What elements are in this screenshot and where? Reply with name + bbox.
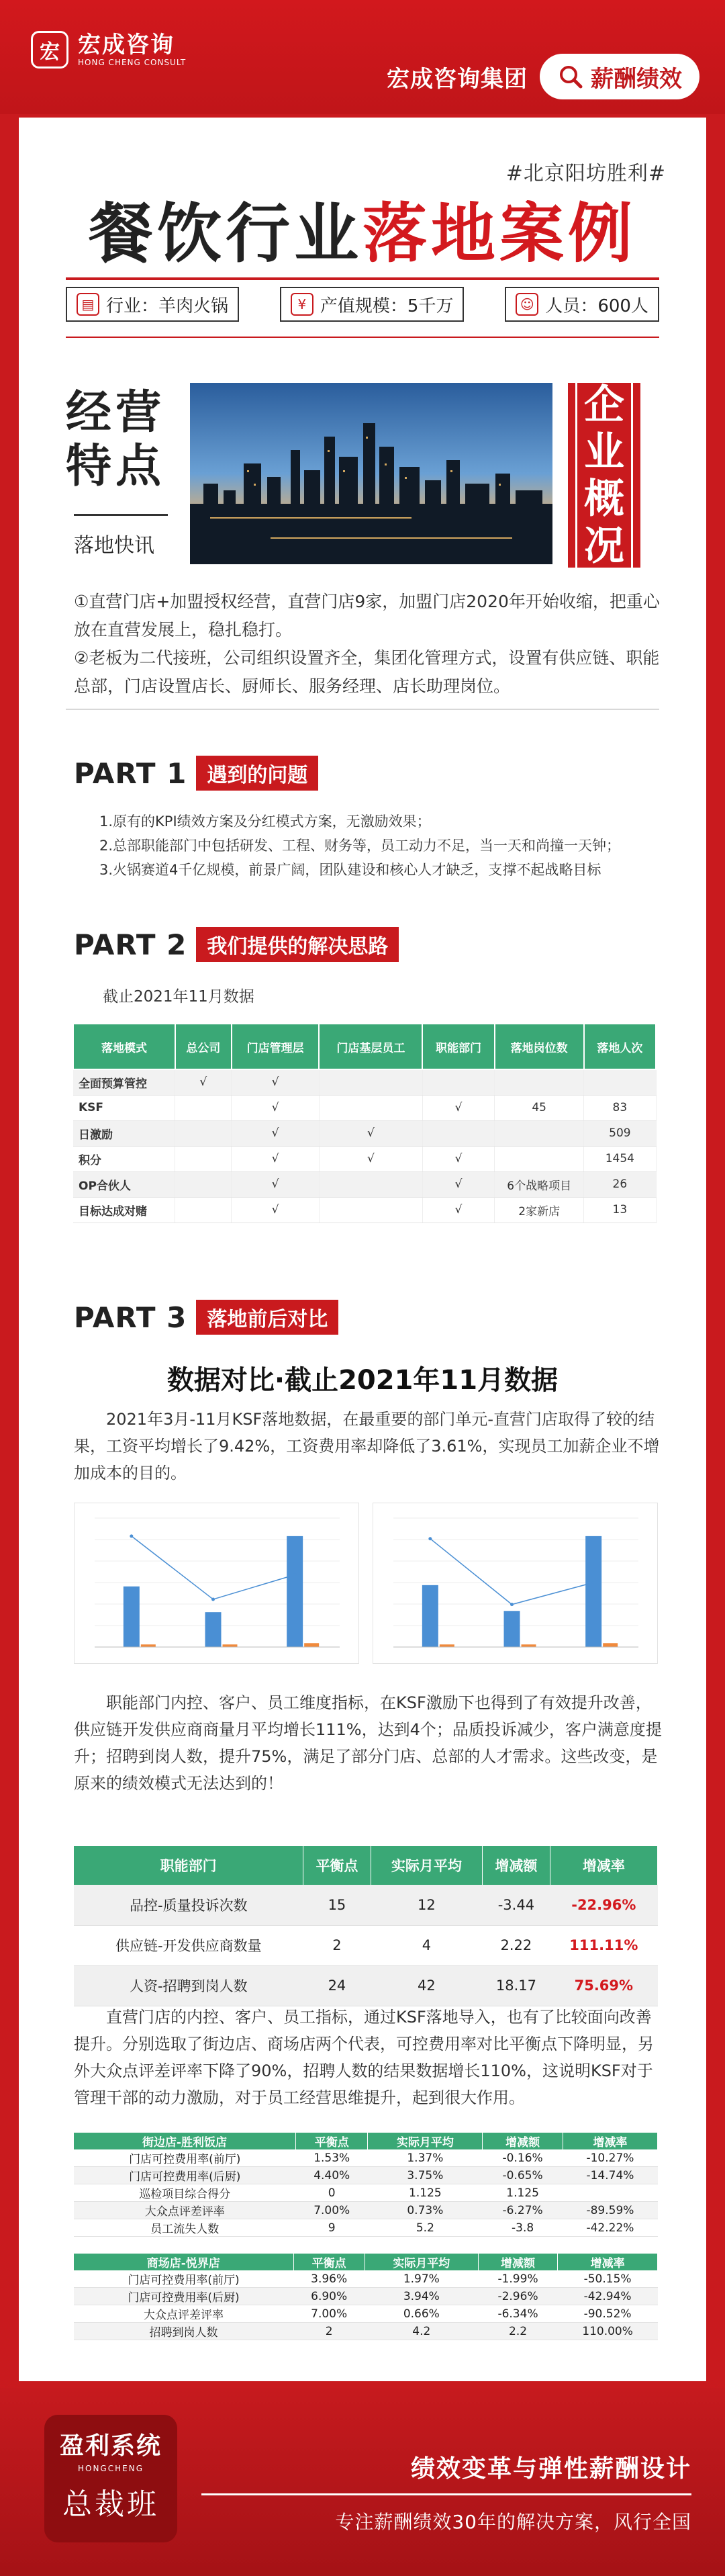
column-header: 门店管理层	[232, 1024, 320, 1069]
table-cell: 509	[584, 1120, 656, 1146]
department-table	[74, 1846, 658, 2006]
table-cell: √	[232, 1120, 320, 1146]
table-row	[74, 2149, 658, 2167]
table-cell: √	[422, 1197, 494, 1223]
column-header: 职能部门	[422, 1024, 494, 1069]
table-cell: 5.2	[368, 2219, 483, 2237]
column-header: 商场店-悦界店	[74, 2254, 293, 2270]
meta-people-text: 人员：600人	[545, 296, 648, 316]
table-cell: 0.66%	[365, 2305, 478, 2323]
table-cell: √	[422, 1095, 494, 1120]
meta-industry-text: 行业：羊肉火锅	[106, 296, 229, 316]
paragraph: 直营门店的内控、客户、员工指标，通过KSF落地导入，也有了比较面向改善提升。分别选取了街边店、商场店两个代表，可控费用率对比平衡点下降明显，另外大众点评差评率下降了90%，招聘人数的结果数据增长110%，这说明KSF对于管理干部的动力激励，对于员工经营思维提升，起到很大作用。	[74, 2008, 654, 2107]
comparison-chart	[373, 1503, 658, 1664]
table-cell: -0.65%	[483, 2167, 563, 2184]
table-row	[73, 1120, 656, 1146]
features-line1: 经营	[66, 386, 166, 439]
column-header: 增减率	[558, 2254, 658, 2270]
table-row	[74, 2323, 658, 2340]
part3-heading	[74, 1300, 338, 1335]
footer-title: 绩效变革与弹性薪酬设计	[410, 2455, 691, 2483]
table-cell: 13	[584, 1197, 656, 1223]
divider	[66, 337, 659, 338]
table-cell: √	[232, 1171, 320, 1197]
table-cell: 4.2	[365, 2323, 478, 2340]
features-heading	[66, 386, 165, 494]
line-point	[293, 1573, 297, 1576]
divider	[201, 2493, 691, 2495]
table-row	[74, 2288, 658, 2305]
intro-paragraph: ②老板为二代接班，公司组织设置齐全，集团化管理方式，设置有供应链、职能总部，门店设置店长、厨师长、服务经理、店长助理岗位。	[74, 648, 660, 696]
table-cell: -22.96%	[550, 1885, 657, 1925]
bar	[603, 1643, 618, 1647]
table-cell: 积分	[73, 1146, 175, 1171]
table-cell: 26	[584, 1171, 656, 1197]
intro-paragraph: ①直营门店+加盟授权经营，直营门店9家，加盟门店2020年开始收缩，把重心放在直营发展上，稳扎稳打。	[74, 592, 660, 639]
table-cell: -90.52%	[558, 2305, 658, 2323]
table-cell	[175, 1095, 232, 1120]
table-row	[74, 2270, 658, 2288]
table-cell: -14.74%	[563, 2167, 657, 2184]
table-cell: √	[319, 1120, 422, 1146]
table-header-row	[74, 2254, 658, 2270]
series-line	[430, 1539, 593, 1605]
table-cell: 15	[303, 1885, 371, 1925]
table-cell: -50.15%	[558, 2270, 658, 2288]
table-row	[73, 1069, 656, 1095]
meta-industry	[66, 287, 239, 322]
title-red: 落地案例	[362, 196, 636, 271]
column-header: 门店基层员工	[319, 1024, 422, 1069]
column-header: 平衡点	[296, 2133, 368, 2149]
table-row	[73, 1095, 656, 1120]
table-header-row	[74, 1846, 658, 1885]
line-point	[592, 1581, 595, 1585]
table-cell: 门店可控费用率(前厅)	[74, 2270, 293, 2288]
part-title: 落地前后对比	[196, 1300, 338, 1335]
table-cell: 2.2	[478, 2323, 557, 2340]
logo-icon: 宏	[31, 31, 68, 69]
table-row	[74, 1885, 658, 1925]
table-cell: 18.17	[483, 1965, 550, 2006]
table-cell: 2	[293, 2323, 365, 2340]
footer-banner	[0, 2388, 725, 2576]
table-cell: √	[232, 1069, 320, 1095]
badge-char: 企	[584, 381, 624, 429]
meta-people	[505, 287, 659, 322]
part-title: 遇到的问题	[196, 756, 318, 791]
bar	[141, 1644, 156, 1647]
table-cell: -0.16%	[483, 2149, 563, 2167]
part-title: 我们提供的解决思路	[196, 927, 399, 962]
bar	[223, 1644, 238, 1647]
table-cell: 3.75%	[368, 2167, 483, 2184]
list-item: 2.总部职能部门中包括研发、工程、财务等，员工动力不足，当一天和尚撞一天钟；	[99, 838, 621, 854]
bar	[504, 1611, 520, 1647]
features-sub: 落地快讯	[74, 534, 154, 558]
table-cell: -6.27%	[483, 2202, 563, 2219]
bar	[205, 1612, 222, 1647]
table-cell: 45	[495, 1095, 584, 1120]
table-cell: KSF	[73, 1095, 175, 1120]
table-cell: -10.27%	[563, 2149, 657, 2167]
group-name: 宏成咨询集团	[387, 65, 528, 93]
column-header: 增减额	[478, 2254, 557, 2270]
column-header: 增减率	[550, 1846, 657, 1885]
table-cell: 7.00%	[296, 2202, 368, 2219]
search-pill[interactable]	[540, 54, 699, 99]
paragraph: 职能部门内控、客户、员工维度指标，在KSF激励下也得到了有效提升改善，供应链开发供应商商量月平均增长111%，达到4个；品质投诉减少，客户满意度提升；招聘到岗人数，提升75%，满足了部分门店、总部的人才需求。这些改变，是原来的绩效模式无法达到的！	[74, 1693, 662, 1793]
column-header: 增减额	[483, 2133, 563, 2149]
bar	[440, 1644, 454, 1647]
table-cell: 日激励	[73, 1120, 175, 1146]
column-header: 职能部门	[74, 1846, 303, 1885]
yen-icon: ¥	[291, 293, 313, 316]
table-cell: -3.44	[483, 1885, 550, 1925]
table-row	[74, 2202, 658, 2219]
badge-subtitle: HONGCHENG	[77, 2464, 144, 2473]
table-row	[73, 1146, 656, 1171]
column-header: 落地岗位数	[495, 1024, 584, 1069]
solution-table	[72, 1023, 657, 1223]
line-point	[428, 1537, 432, 1540]
list-item: 1.原有的KPI绩效方案及分红模式方案，无激励效果；	[99, 813, 431, 830]
table-cell: √	[232, 1095, 320, 1120]
table-cell	[584, 1069, 656, 1095]
line-point	[211, 1597, 215, 1601]
table-cell: 2	[303, 1925, 371, 1965]
table-cell: √	[232, 1197, 320, 1223]
table-cell: 9	[296, 2219, 368, 2237]
table-cell: 24	[303, 1965, 371, 2006]
table-cell: 1.125	[483, 2184, 563, 2202]
table-cell: 3.94%	[365, 2288, 478, 2305]
table-cell: 3.96%	[293, 2270, 365, 2288]
search-label: 薪酬绩效	[591, 65, 682, 93]
table-cell: 门店可控费用率(后厨)	[74, 2167, 296, 2184]
table-cell	[319, 1095, 422, 1120]
table-row	[74, 2167, 658, 2184]
divider	[66, 709, 659, 710]
column-header: 平衡点	[303, 1846, 371, 1885]
column-header: 总公司	[175, 1024, 232, 1069]
table-cell: 42	[371, 1965, 482, 2006]
table-cell: 人资-招聘到岗人数	[74, 1965, 303, 2006]
line-point	[130, 1534, 133, 1538]
table-cell	[563, 2184, 657, 2202]
table-cell	[319, 1069, 422, 1095]
table-cell: 111.11%	[550, 1925, 657, 1965]
table-cell: 1454	[584, 1146, 656, 1171]
table-cell: 4	[371, 1925, 482, 1965]
table-cell: 供应链-开发供应商数量	[74, 1925, 303, 1965]
column-header: 落地模式	[73, 1024, 175, 1069]
table-cell: -1.99%	[478, 2270, 557, 2288]
meta-scale-text: 产值规模：5千万	[320, 296, 454, 316]
badge-title: 盈利系统	[59, 2432, 162, 2460]
table-cell: 门店可控费用率(前厅)	[74, 2149, 296, 2167]
table-row	[74, 2219, 658, 2237]
table-cell: 6.90%	[293, 2288, 365, 2305]
table-cell: 110.00%	[558, 2323, 658, 2340]
column-header: 实际月平均	[365, 2254, 478, 2270]
table-cell: √	[422, 1171, 494, 1197]
table-cell: 6个战略项目	[495, 1171, 584, 1197]
title-black: 餐饮行业	[89, 196, 362, 271]
badge-name: 总裁班	[62, 2487, 159, 2522]
divider	[66, 277, 659, 280]
table-cell	[495, 1146, 584, 1171]
table-header-row	[73, 1024, 656, 1069]
badge-char: 业	[584, 428, 624, 476]
table-cell: 0.73%	[368, 2202, 483, 2219]
page-title	[19, 197, 706, 271]
course-badge[interactable]	[44, 2415, 177, 2542]
table-cell: √	[175, 1069, 232, 1095]
table-cell	[175, 1146, 232, 1171]
table-cell: -3.8	[483, 2219, 563, 2237]
table-cell: 4.40%	[296, 2167, 368, 2184]
table-cell: 员工流失人数	[74, 2219, 296, 2237]
store-icon: ▤	[77, 293, 99, 316]
table-cell	[495, 1069, 584, 1095]
line-point	[510, 1603, 514, 1606]
part-number: PART 1	[74, 756, 187, 790]
table-cell: 目标达成对赌	[73, 1197, 175, 1223]
problem-list	[99, 809, 620, 882]
comparison-chart	[74, 1503, 359, 1664]
hashtag: #北京阳坊胜利#	[505, 162, 666, 185]
badge-char: 概	[584, 475, 624, 523]
table-cell	[175, 1120, 232, 1146]
table-row	[73, 1171, 656, 1197]
table-cell: 12	[371, 1885, 482, 1925]
table-cell: OP合伙人	[73, 1171, 175, 1197]
meta-row	[66, 287, 659, 322]
table-row	[74, 2184, 658, 2202]
street-store-table	[74, 2133, 658, 2237]
table-cell: 巡检项目综合得分	[74, 2184, 296, 2202]
company-logo[interactable]	[31, 31, 186, 69]
bar	[287, 1536, 303, 1647]
top-banner	[0, 0, 725, 114]
people-icon: ☺	[516, 293, 538, 316]
meta-scale	[280, 287, 465, 322]
table-cell	[422, 1120, 494, 1146]
part2-heading	[74, 927, 399, 962]
bar	[304, 1643, 319, 1647]
table-cell	[422, 1069, 494, 1095]
table-cell: 1.53%	[296, 2149, 368, 2167]
table-cell	[495, 1120, 584, 1146]
series-line	[132, 1536, 295, 1599]
column-header: 落地人次	[584, 1024, 656, 1069]
table-cell: 7.00%	[293, 2305, 365, 2323]
table-caption: 截止2021年11月数据	[103, 988, 254, 1006]
paragraph: 2021年3月-11月KSF落地数据，在最重要的部门单元-直营门店取得了较的结果，工资平均增长了9.42%，工资费用率却降低了3.61%，实现员工加薪企业不增加成本的目的。	[74, 1410, 660, 1482]
table-cell: 招聘到岗人数	[74, 2323, 293, 2340]
column-header: 实际月平均	[368, 2133, 483, 2149]
table-cell: 2家新店	[495, 1197, 584, 1223]
table-cell	[319, 1171, 422, 1197]
content-card	[19, 118, 706, 2381]
table-cell: 0	[296, 2184, 368, 2202]
table-cell: -6.34%	[478, 2305, 557, 2323]
table-cell: 75.69%	[550, 1965, 657, 2006]
table-row	[74, 2305, 658, 2323]
table-cell: 83	[584, 1095, 656, 1120]
table-cell: 大众点评差评率	[74, 2202, 296, 2219]
column-header: 平衡点	[293, 2254, 365, 2270]
table-cell	[175, 1171, 232, 1197]
divider	[74, 514, 168, 516]
part1-heading	[74, 756, 318, 791]
table-cell: √	[422, 1146, 494, 1171]
table-cell: -42.94%	[558, 2288, 658, 2305]
footer-slogan: 专注薪酬绩效30年的解决方案，风行全国	[335, 2511, 691, 2533]
table-cell: 大众点评差评率	[74, 2305, 293, 2323]
table-cell: -89.59%	[563, 2202, 657, 2219]
table-cell: 2.22	[483, 1925, 550, 1965]
part-number: PART 3	[74, 1300, 187, 1334]
section-title: 数据对比·截止2021年11月数据	[166, 1365, 559, 1396]
table-cell: 1.125	[368, 2184, 483, 2202]
badge-char: 况	[584, 522, 624, 570]
bar	[522, 1644, 536, 1647]
table-cell: 1.97%	[365, 2270, 478, 2288]
list-item: 3.火锅赛道4千亿规模，前景广阔，团队建设和核心人才缺乏，支撑不起战略目标	[99, 862, 601, 878]
company-overview-badge	[568, 383, 640, 568]
column-header: 实际月平均	[371, 1846, 482, 1885]
bar	[422, 1585, 438, 1647]
table-cell	[319, 1197, 422, 1223]
table-cell: 1.37%	[368, 2149, 483, 2167]
table-header-row	[74, 2133, 658, 2149]
table-cell: 门店可控费用率(后厨)	[74, 2288, 293, 2305]
table-row	[74, 1925, 658, 1965]
column-header: 增减额	[483, 1846, 550, 1885]
mall-store-table	[74, 2254, 658, 2340]
table-row	[73, 1197, 656, 1223]
table-cell: -2.96%	[478, 2288, 557, 2305]
table-cell: 品控-质量投诉次数	[74, 1885, 303, 1925]
table-row	[74, 1965, 658, 2006]
table-cell: 全面预算管控	[73, 1069, 175, 1095]
part-number: PART 2	[74, 928, 187, 961]
column-header: 街边店-胜利饭店	[74, 2133, 296, 2149]
bar	[124, 1587, 140, 1647]
table-cell: √	[232, 1146, 320, 1171]
features-line2: 特点	[66, 440, 166, 493]
intro-text	[74, 588, 665, 701]
logo-subtext: HONG CHENG CONSULT	[78, 58, 187, 67]
bar	[585, 1536, 601, 1647]
table-cell	[175, 1197, 232, 1223]
city-skyline-image	[190, 383, 552, 564]
table-cell: -42.22%	[563, 2219, 657, 2237]
search-icon	[557, 63, 584, 90]
logo-text: 宏成咨询	[78, 32, 175, 58]
column-header: 增减率	[563, 2133, 657, 2149]
table-cell: √	[319, 1146, 422, 1171]
